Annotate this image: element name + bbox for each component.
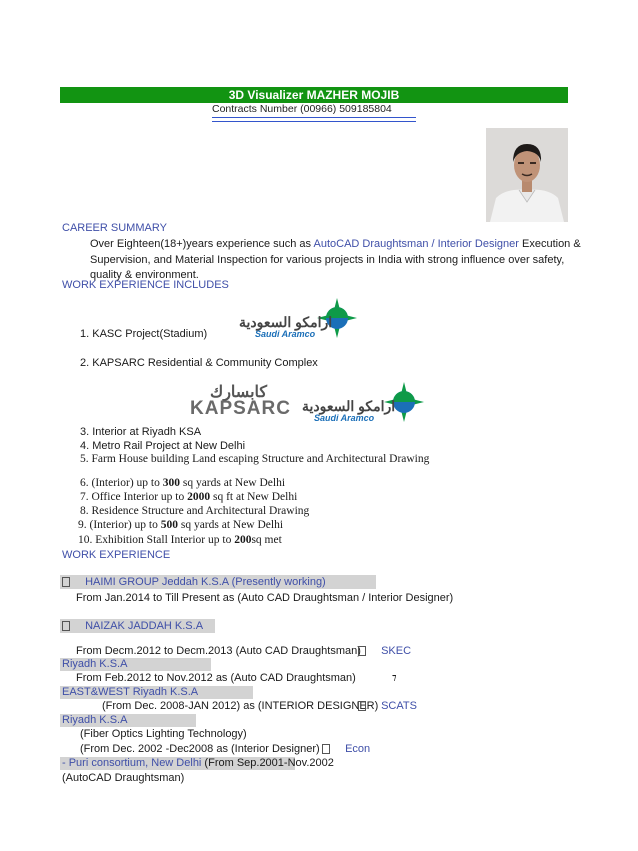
- aramco-arabic-name: ارامكو السعودية: [239, 314, 333, 330]
- skec-company: SKEC: [381, 645, 412, 657]
- econ-company: Econ: [345, 743, 371, 755]
- scats-period: (From Dec. 2002 -Dec2008 as (Interior Designer): [80, 743, 320, 755]
- contact-underline: [212, 117, 416, 122]
- career-summary-line-1-start: Over Eighteen(18+)years experience such as: [90, 238, 314, 250]
- career-summary-line-3: quality & environment.: [90, 269, 199, 281]
- include-item-6-value: 300: [162, 477, 180, 489]
- haimi-company: HAIMI GROUP Jeddah K.S.A (Presently working): [85, 576, 326, 588]
- aramco-arabic-name-2: ارامكو السعودية: [302, 398, 396, 414]
- bullet-icon: [62, 577, 70, 587]
- aramco-english-name-2: Saudi Aramco: [314, 413, 375, 423]
- bullet-icon: [62, 621, 70, 631]
- career-summary-role: AutoCAD Draughtsman / Interior Designer: [313, 238, 519, 250]
- include-item-3: 3. Interior at Riyadh KSA: [80, 426, 202, 438]
- include-item-10-text: 10. Exhibition Stall Interior up to: [78, 534, 235, 546]
- include-item-5: 5. Farm House building Land escaping Structure and Architectural Drawing: [80, 453, 430, 465]
- include-item-10-value: 200: [234, 534, 252, 546]
- include-item-10-unit: sq met: [251, 534, 282, 546]
- saudi-aramco-logo: [237, 296, 363, 342]
- include-item-9: [78, 519, 283, 531]
- career-summary-heading: CAREER SUMMARY: [62, 222, 167, 234]
- include-item-9-unit: sq yards at New Delhi: [177, 519, 284, 531]
- econ-line: [62, 757, 334, 769]
- eastwest-period: (From Dec. 2008-JAN 2012) as (INTERIOR DESIGNER): [102, 700, 379, 712]
- profile-photo: [486, 128, 568, 222]
- skec-location: Riyadh K.S.A: [62, 658, 128, 670]
- naizak-period: From Decm.2012 to Decm.2013 (Auto CAD Draughtsman): [76, 645, 361, 657]
- include-item-10: [78, 534, 282, 546]
- include-item-9-value: 500: [160, 519, 178, 531]
- naizak-company: NAIZAK JADDAH K.S.A: [85, 620, 204, 632]
- include-item-4: 4. Metro Rail Project at New Delhi: [80, 440, 246, 452]
- career-summary-line-1: [90, 238, 581, 250]
- small-bullet-icon: ⁊: [392, 672, 397, 682]
- contact-number: Contracts Number (00966) 509185804: [212, 103, 392, 115]
- include-item-7-unit: sq ft at New Delhi: [210, 491, 298, 503]
- bullet-icon: [322, 744, 330, 754]
- page-title: 3D Visualizer MAZHER MOJIB: [228, 88, 400, 102]
- skec-entry: [358, 645, 411, 657]
- haimi-entry: [62, 576, 326, 588]
- kapsarc-english-name: KAPSARC: [190, 398, 291, 419]
- include-item-6-text: 6. (Interior) up to: [80, 477, 163, 489]
- econ-entry: [322, 743, 370, 755]
- naizak-entry: [62, 620, 203, 632]
- skec-period: From Feb.2012 to Nov.2012 as (Auto CAD Draughtsman): [76, 672, 356, 684]
- saudi-aramco-logo-2: [300, 380, 426, 426]
- include-item-7: [80, 491, 297, 503]
- aramco-english-name: Saudi Aramco: [255, 329, 316, 339]
- include-item-7-value: 2000: [187, 491, 211, 503]
- include-item-8: 8. Residence Structure and Architectural Drawing: [80, 505, 310, 517]
- include-item-6: [80, 477, 285, 489]
- include-item-1: 1. KASC Project(Stadium): [80, 328, 208, 340]
- econ-role: (AutoCAD Draughtsman): [62, 772, 185, 784]
- include-item-2: 2. KAPSARC Residential & Community Complex: [80, 357, 318, 369]
- kapsarc-arabic-name: كابسارك: [210, 384, 268, 401]
- career-summary-line-2: Supervision, and Material Inspection for various projects in India with strong influence over safety,: [90, 254, 565, 266]
- scats-company: SCATS: [381, 700, 417, 712]
- econ-company-continued: - Puri consortium, New Delhi: [62, 757, 202, 769]
- scats-location: Riyadh K.S.A: [62, 714, 128, 726]
- career-summary-line-1-end: Execution &: [518, 238, 581, 250]
- haimi-period: From Jan.2014 to Till Present as (Auto CAD Draughtsman / Interior Designer): [76, 592, 454, 604]
- include-item-6-unit: sq yards at New Delhi: [179, 477, 286, 489]
- econ-period: (From Sep.2001-Nov.2002: [201, 757, 334, 769]
- include-item-7-text: 7. Office Interior up to: [80, 491, 188, 503]
- kapsarc-logo: [190, 382, 294, 422]
- scats-entry: [358, 700, 417, 712]
- work-includes-heading: WORK EXPERIENCE INCLUDES: [62, 279, 229, 291]
- scats-note: (Fiber Optics Lighting Technology): [80, 728, 247, 740]
- bullet-icon: [358, 701, 366, 711]
- include-item-9-text: 9. (Interior) up to: [78, 519, 161, 531]
- bullet-icon: [358, 646, 366, 656]
- work-experience-heading: WORK EXPERIENCE: [62, 549, 171, 561]
- eastwest-company: EAST&WEST Riyadh K.S.A: [62, 686, 199, 698]
